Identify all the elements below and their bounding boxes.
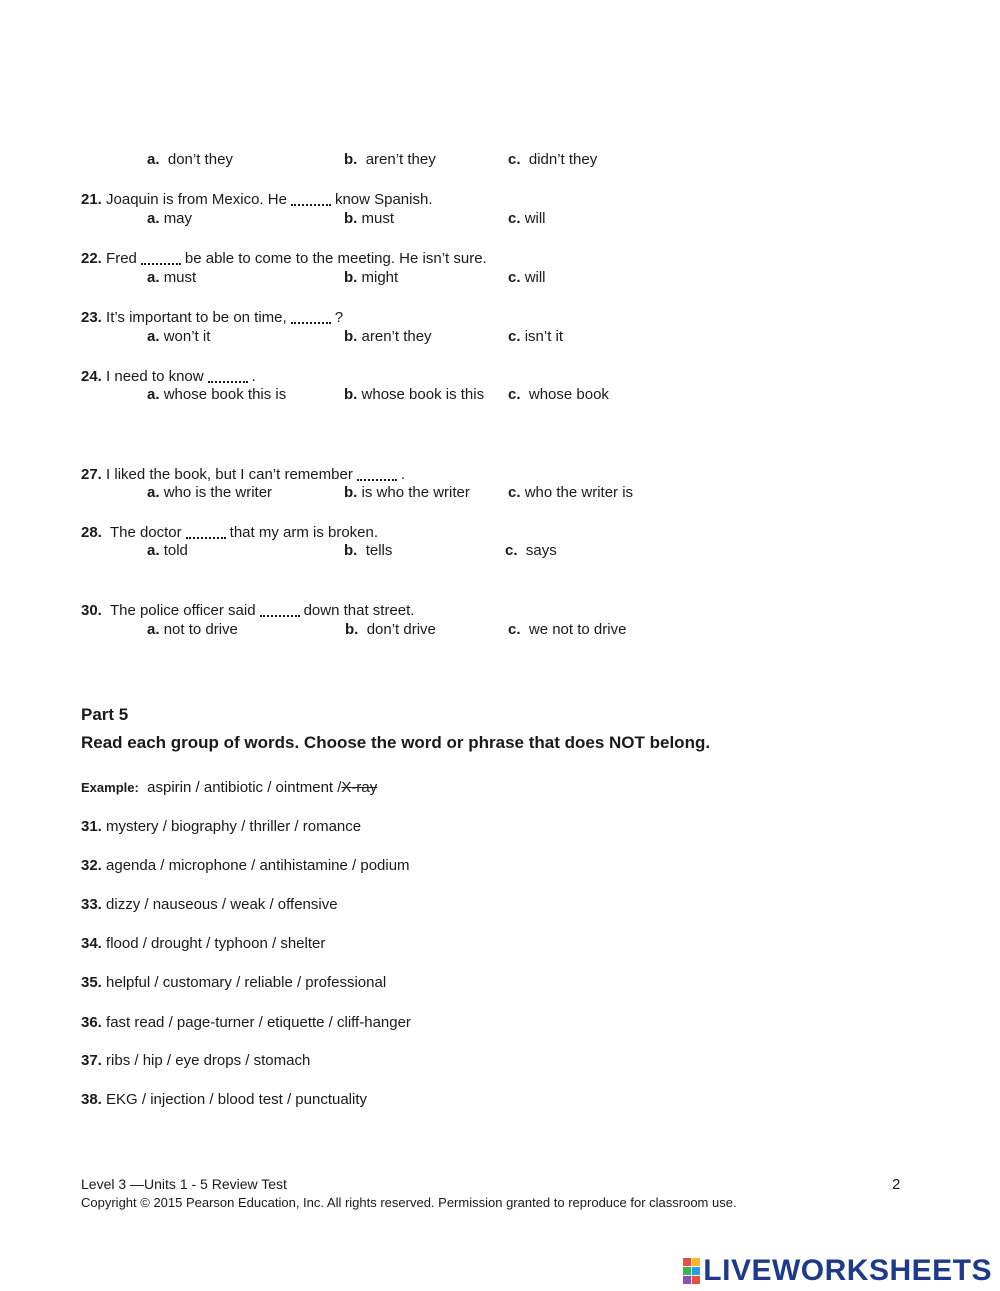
q23-option-b: b. aren’t they [344,328,432,345]
example-answer-struck: X-ray [341,779,378,796]
part5-item-33[interactable]: 33. dizzy / nauseous / weak / offensive [81,896,338,913]
q20-option-a: a. don’t they [147,151,233,168]
question-28-stem: 28. The doctor that my arm is broken. [81,524,379,541]
question-30-stem: 30. The police officer said down that street. [81,602,415,619]
question-24-stem: 24. I need to know . [81,368,256,385]
example-line: Example: aspirin / antibiotic / ointment /X-ray [81,779,378,796]
footer-title: Level 3 —Units 1 - 5 Review Test [81,1176,287,1192]
q20-option-b: b. aren’t they [344,151,436,168]
answer-blank[interactable] [357,467,397,481]
q28-option-b: b. tells [344,542,393,559]
answer-blank[interactable] [291,310,331,324]
q21-option-a: a. may [147,210,193,227]
q30-option-a: a. not to drive [147,621,238,638]
question-27-stem: 27. I liked the book, but I can’t remember . [81,466,405,483]
question-21-stem: 21. Joaquin is from Mexico. He know Spanish. [81,191,433,208]
q28-option-a: a. told [147,542,188,559]
q23-option-c: c. isn’t it [508,328,564,345]
part5-item-35[interactable]: 35. helpful / customary / reliable / professional [81,974,387,991]
page-number: 2 [892,1176,901,1193]
q27-option-c: c. who the writer is [508,484,634,501]
liveworksheets-logo [683,1254,992,1288]
part5-item-34[interactable]: 34. flood / drought / typhoon / shelter [81,935,326,952]
question-22-stem: 22. Fred be able to come to the meeting. He isn’t sure. [81,250,487,267]
q20-option-c: c. didn’t they [508,151,598,168]
q30-option-b: b. don’t drive [345,621,436,638]
question-23-stem: 23. It’s important to be on time, ? [81,309,344,326]
part5-item-37[interactable]: 37. ribs / hip / eye drops / stomach [81,1052,311,1069]
q23-option-a: a. won’t it [147,328,211,345]
q21-option-b: b. must [344,210,395,227]
q22-option-a: a. must [147,269,197,286]
q27-option-a: a. who is the writer [147,484,273,501]
q24-option-c: c. whose book [508,386,609,403]
q27-option-b: b. is who the writer [344,484,470,501]
q21-option-c: c. will [508,210,546,227]
footer-copyright: Copyright © 2015 Pearson Education, Inc. All rights reserved. Permission granted to reproduce for classroom use. [81,1195,737,1210]
part5-item-38[interactable]: 38. EKG / injection / blood test / punctuality [81,1091,368,1108]
part5-item-32[interactable]: 32. agenda / microphone / antihistamine / podium [81,857,410,874]
answer-blank[interactable] [260,603,300,617]
part5-item-31[interactable]: 31. mystery / biography / thriller / romance [81,818,362,835]
part5-item-36[interactable]: 36. fast read / page-turner / etiquette / cliff-hanger [81,1014,411,1031]
logo-blocks-icon [683,1258,700,1284]
q22-option-c: c. will [508,269,546,286]
answer-blank[interactable] [141,251,181,265]
logo-text: LIVEWORKSHEETS [703,1254,992,1287]
part-5-title: Part 5 [81,705,129,724]
answer-blank[interactable] [208,369,248,383]
q28-option-c: c. says [505,542,557,559]
answer-blank[interactable] [291,192,331,206]
part-5-instruction: Read each group of words. Choose the word or phrase that does NOT belong. [81,733,711,752]
q22-option-b: b. might [344,269,399,286]
q24-option-a: a. whose book this is [147,386,287,403]
answer-blank[interactable] [186,525,226,539]
q30-option-c: c. we not to drive [508,621,627,638]
q24-option-b: b. whose book is this [344,386,485,403]
